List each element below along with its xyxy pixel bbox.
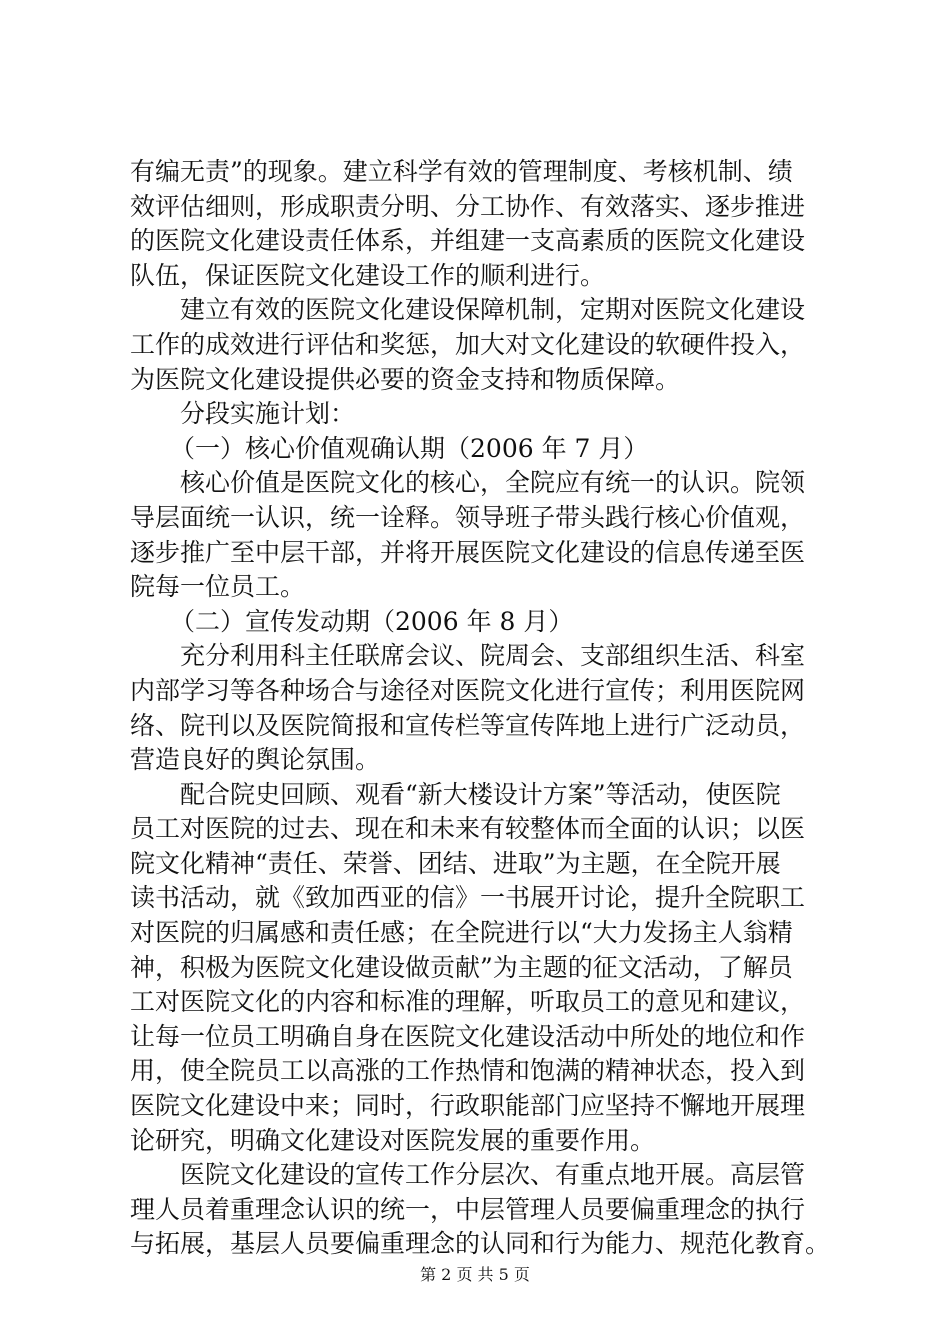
text-line: 效评估细则，形成职责分明、分工协作、有效落实、逐步推进 bbox=[130, 191, 806, 221]
text-line: 用，使全院员工以高涨的工作热情和饱满的精神状态，投入到 bbox=[130, 1056, 806, 1086]
text-line: 络、院刊以及医院简报和宣传栏等宣传阵地上进行广泛动员， bbox=[130, 710, 806, 740]
text-line: 与拓展，基层人员要偏重理念的认同和行为能力、规范化教育。 bbox=[130, 1229, 831, 1259]
text-line: 神，积极为医院文化建设做贡献”为主题的征文活动，了解员 bbox=[130, 952, 793, 982]
text-line: 为医院文化建设提供必要的资金支持和物质保障。 bbox=[130, 364, 681, 394]
text-line: 理人员着重理念认识的统一，中层管理人员要偏重理念的执行 bbox=[130, 1194, 806, 1224]
text-line: 营造良好的舆论氛围。 bbox=[130, 745, 381, 775]
text-line: 让每一位员工明确自身在医院文化建设活动中所处的地位和作 bbox=[130, 1021, 806, 1051]
page-footer bbox=[0, 1262, 950, 1285]
paragraph-start: 医院文化建设的宣传工作分层次、有重点地开展。高层管 bbox=[180, 1160, 806, 1190]
text-line: 读书活动，就《致加西亚的信》一书展开讨论，提升全院职工 bbox=[130, 883, 806, 913]
text-line: 论研究，明确文化建设对医院发展的重要作用。 bbox=[130, 1125, 656, 1155]
page-number: 第 2 页 共 5 页 bbox=[420, 1265, 530, 1284]
paragraph-start: 核心价值是医院文化的核心，全院应有统一的认识。院领 bbox=[180, 468, 806, 498]
paragraph-start: 配合院史回顾、观看“新大楼设计方案”等活动，使医院 bbox=[180, 779, 781, 809]
section-heading-2: （二）宣传发动期（2006 年 8 月） bbox=[170, 606, 574, 636]
text-line: 医院文化建设中来；同时，行政职能部门应坚持不懈地开展理 bbox=[130, 1091, 806, 1121]
text-line: 工作的成效进行评估和奖惩，加大对文化建设的软硬件投入， bbox=[130, 329, 806, 359]
text-line: 院每一位员工。 bbox=[130, 572, 306, 602]
text-line: 导层面统一认识，统一诠释。领导班子带头践行核心价值观， bbox=[130, 502, 806, 532]
text-line: 逐步推广至中层干部，并将开展医院文化建设的信息传递至医 bbox=[130, 537, 806, 567]
text-line: 对医院的归属感和责任感；在全院进行以“大力发扬主人翁精 bbox=[130, 918, 793, 948]
section-heading-1: （一）核心价值观确认期（2006 年 7 月） bbox=[170, 433, 649, 463]
text-line: 员工对医院的过去、现在和未来有较整体而全面的认识；以医 bbox=[130, 814, 806, 844]
paragraph-start: 建立有效的医院文化建设保障机制，定期对医院文化建设 bbox=[180, 295, 806, 325]
body-text bbox=[130, 155, 830, 1262]
text-line: 工对医院文化的内容和标准的理解，听取员工的意见和建议， bbox=[130, 987, 806, 1017]
text-line: 有编无责”的现象。建立科学有效的管理制度、考核机制、绩 bbox=[130, 157, 793, 186]
text-line: 队伍，保证医院文化建设工作的顺利进行。 bbox=[130, 260, 606, 290]
text-line: 院文化精神“责任、荣誉、团结、进取”为主题，在全院开展 bbox=[130, 848, 781, 878]
text-line: 内部学习等各种场合与途径对医院文化进行宣传；利用医院网 bbox=[130, 675, 806, 705]
text-line: 的医院文化建设责任体系，并组建一支高素质的医院文化建设 bbox=[130, 226, 806, 256]
section-label: 分段实施计划： bbox=[180, 399, 356, 429]
paragraph-start: 充分利用科主任联席会议、院周会、支部组织生活、科室 bbox=[180, 641, 806, 671]
